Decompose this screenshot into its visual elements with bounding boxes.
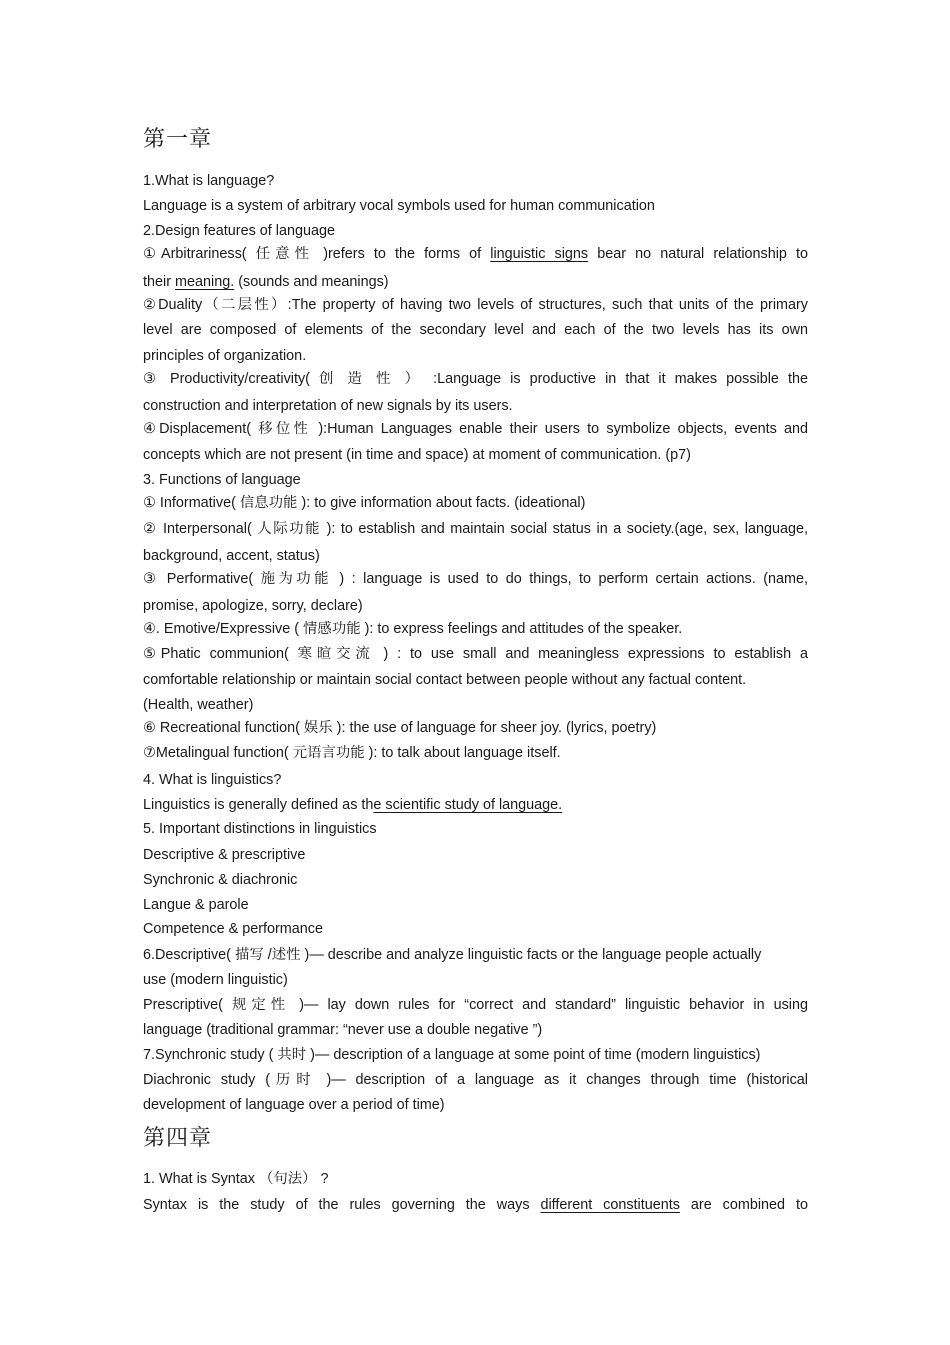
displacement-line-2: concepts which are not present (in time and space) at moment of communication. (p7): [143, 447, 691, 463]
question-what-is-linguistics: 4. What is linguistics?: [143, 772, 282, 788]
function-phatic-line-3: (Health, weather): [143, 697, 254, 713]
function-phatic-line-2: comfortable relationship or maintain social contact between people without any factual content.: [143, 672, 747, 688]
chapter-1-heading: 第一章: [143, 127, 213, 152]
displacement-line-1: ④Displacement( 移位性 ):Human Languages enable their users to symbolize objects, events and: [143, 421, 808, 437]
arbitrariness-line-1: ①Arbitrariness( 任意性 )refers to the forms of linguistic signs bear no natural relationship to: [143, 246, 808, 262]
underlined-different-constituents: different constituents: [540, 1197, 680, 1213]
chapter-4-heading: 第四章: [143, 1126, 213, 1151]
function-performative-line-2: promise, apologize, sorry, declare): [143, 598, 363, 614]
function-recreational: ⑥ Recreational function( 娱乐 ): the use of language for sheer joy. (lyrics, poetry): [143, 720, 657, 736]
section-functions: 3. Functions of language: [143, 472, 301, 488]
language-definition: Language is a system of arbitrary vocal symbols used for human communication: [143, 198, 655, 214]
function-metalingual: ⑦Metalingual function( 元语言功能 ): to talk about language itself.: [143, 745, 561, 761]
descriptive-line-2: use (modern linguistic): [143, 972, 288, 988]
underlined-scientific-study: e scientific study of language.: [373, 797, 563, 813]
prescriptive-line-2: language (traditional grammar: “never use a double negative ”): [143, 1022, 543, 1038]
syntax-definition-line-1: Syntax is the study of the rules governing the ways different constituents are combined to: [143, 1197, 808, 1213]
diachronic-line-1: Diachronic study (历时 )— description of a language as it changes through time (historical: [143, 1072, 808, 1088]
question-what-is-syntax: 1. What is Syntax （句法） ?: [143, 1171, 329, 1187]
distinction-langue-parole: Langue & parole: [143, 897, 249, 913]
duality-line-1: ②Duality（二层性）:The property of having two levels of structures, such that units of the primary: [143, 297, 808, 313]
arbitrariness-line-2: their meaning. (sounds and meanings): [143, 274, 389, 290]
productivity-line-2: construction and interpretation of new signals by its users.: [143, 398, 513, 414]
distinction-synchronic-diachronic: Synchronic & diachronic: [143, 872, 298, 888]
underlined-linguistic-signs: linguistic signs: [490, 246, 589, 262]
synchronic-study: 7.Synchronic study ( 共时 )— description of a language at some point of time (modern linguistics): [143, 1047, 761, 1063]
duality-line-2: level are composed of elements of the secondary level and each of the two levels has its own: [143, 322, 808, 338]
function-emotive: ④. Emotive/Expressive ( 情感功能 ): to express feelings and attitudes of the speaker.: [143, 621, 683, 637]
function-interpersonal-line-1: ② Interpersonal( 人际功能 ): to establish and maintain social status in a society.(age, sex, language,: [143, 521, 808, 537]
function-interpersonal-line-2: background, accent, status): [143, 548, 320, 564]
function-phatic-line-1: ⑤Phatic communion( 寒暄交流 ) : to use small and meaningless expressions to establish a: [143, 646, 808, 662]
section-design-features: 2.Design features of language: [143, 223, 336, 239]
distinction-competence-performance: Competence & performance: [143, 921, 323, 937]
prescriptive-line-1: Prescriptive( 规定性 )— lay down rules for “correct and standard” linguistic behavior in using: [143, 997, 808, 1013]
linguistics-definition: Linguistics is generally defined as the scientific study of language.: [143, 797, 563, 813]
descriptive-line-1: 6.Descriptive( 描写 /述性 )— describe and analyze linguistic facts or the language people actually: [143, 947, 762, 963]
diachronic-line-2: development of language over a period of time): [143, 1097, 445, 1113]
productivity-line-1: ③ Productivity/creativity( 创 造 性 ） :Language is productive in that it makes possible the: [143, 371, 808, 387]
distinction-descriptive-prescriptive: Descriptive & prescriptive: [143, 847, 306, 863]
function-informative: ① Informative( 信息功能 ): to give information about facts. (ideational): [143, 495, 586, 511]
underlined-meaning: meaning.: [175, 274, 235, 290]
question-what-is-language: 1.What is language?: [143, 173, 275, 189]
duality-line-3: principles of organization.: [143, 348, 307, 364]
function-performative-line-1: ③ Performative( 施为功能 ) : language is used to do things, to perform certain actions. (name,: [143, 571, 808, 587]
section-distinctions: 5. Important distinctions in linguistics: [143, 821, 377, 837]
